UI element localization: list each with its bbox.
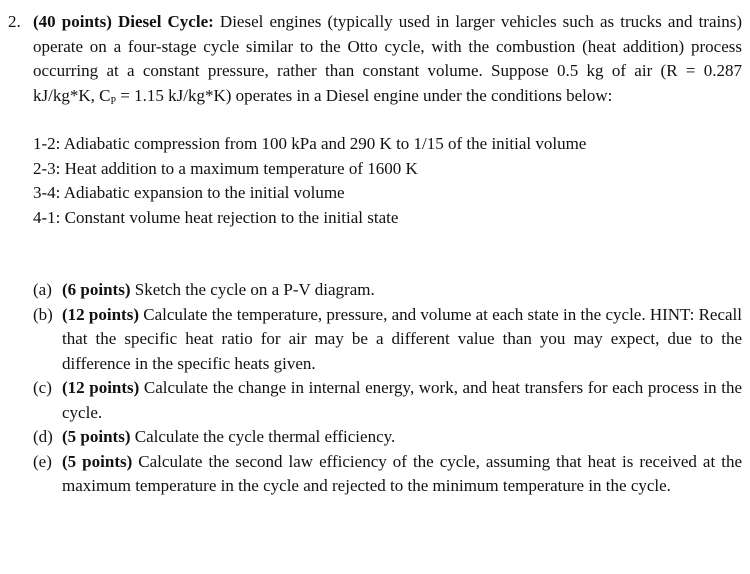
part-text: Calculate the temperature, pressure, and volume at each state in the cycle. HINT: Recall that the specific heat ratio for air may be a different value than you may expect, due to the difference in the specific heats given.: [62, 304, 743, 373]
part-points: (12 points): [62, 304, 139, 324]
part-c: [33, 376, 742, 425]
part-label: (b): [33, 304, 53, 324]
part-label: (a): [33, 280, 52, 299]
intro-text: Diesel engines (typically used in larger vehicles such as trucks and trains) operate on a four-stage cycle similar to the Otto cycle, with the combustion (heat addition) process occurring at a constant pressure, rather than constant volume. Suppose 0.5 kg of air (R = 0.287 kJ/kg*K, C: [33, 12, 743, 105]
process-steps: [33, 132, 742, 230]
process-step: 4-1: Constant volume heat rejection to the initial state: [33, 207, 399, 227]
process-step: 1-2: Adiabatic compression from 100 kPa and 290 K to 1/15 of the initial volume: [33, 134, 587, 153]
part-d: [33, 425, 742, 450]
problem-title: Diesel Cycle:: [117, 12, 214, 31]
process-step: 2-3: Heat addition to a maximum temperature of 1600 K: [33, 158, 418, 178]
part-label: (c): [33, 378, 52, 397]
part-points: (12 points): [62, 378, 140, 397]
part-text: Calculate the second law efficiency of the cycle, assuming that heat is received at the maximum temperature in the cycle and rejected to the minimum temperature in the cycle.: [62, 451, 742, 495]
problem-points: (40 points): [33, 12, 112, 31]
question-parts: [33, 278, 742, 499]
part-a: [33, 278, 742, 303]
intro-tail: = 1.15 kJ/kg*K) operates in a Diesel engine under the conditions below:: [116, 85, 613, 105]
part-text: Sketch the cycle on a P-V diagram.: [130, 280, 375, 299]
part-e: [33, 450, 742, 499]
cp-subscript: P: [110, 95, 117, 107]
problem-intro: [33, 10, 742, 108]
part-points: (5 points): [62, 427, 131, 446]
part-points: (5 points): [62, 451, 133, 471]
problem-number: 2.: [8, 12, 21, 31]
part-b: [33, 303, 742, 377]
part-text: Calculate the change in internal energy, work, and heat transfers for each process in the cycle.: [62, 378, 743, 422]
part-points: (6 points): [62, 280, 131, 299]
problem-2: [0, 10, 742, 499]
process-step: 3-4: Adiabatic expansion to the initial volume: [33, 183, 345, 202]
part-label: (d): [33, 427, 53, 446]
part-label: (e): [33, 451, 52, 471]
part-text: Calculate the cycle thermal efficiency.: [130, 427, 396, 446]
